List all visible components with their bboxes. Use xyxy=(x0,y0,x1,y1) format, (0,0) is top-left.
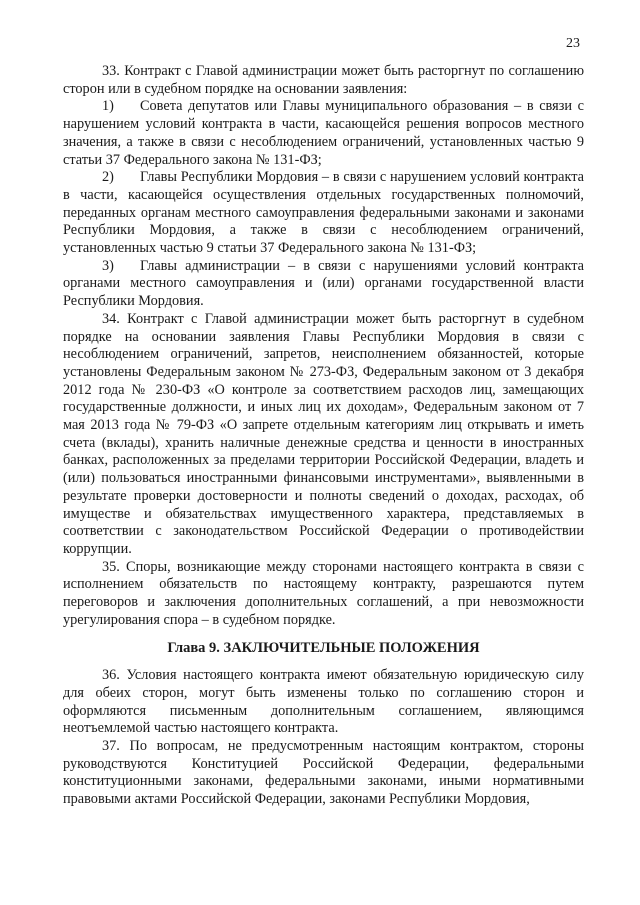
paragraph-36: 36. Условия настоящего контракта имеют обязательную юридическую силу для обеих сторон, могут быть изменены только по соглашению сторон и оформляются письменным дополнительным соглашением, являющимся неотъемлемой частью настоящего контракта. xyxy=(63,667,584,737)
list-item: 3) Главы администрации – в связи с нарушениями условий контракта органами местного самоуправления и (или) органами государственной власти Республики Мордовия. xyxy=(63,257,584,310)
paragraph-35: 35. Споры, возникающие между сторонами настоящего контракта в связи с исполнением обязательств по настоящему контракту, разрешаются путем переговоров и заключения дополнительных соглашений, а при невозможности урегулирования спора – в судебном порядке. xyxy=(63,558,584,628)
paragraph-37: 37. По вопросам, не предусмотренным настоящим контрактом, стороны руководствуются Конституцией Российской Федерации, федеральными конституционными законами, федеральными законами, иными нормативными правовыми актами Российской Федерации, законами Республики Мордовия, xyxy=(63,738,584,808)
paragraph-33: 33. Контракт с Главой администрации может быть расторгнут по соглашению сторон или в судебном порядке на основании заявления: xyxy=(63,63,584,97)
page-number: 23 xyxy=(566,36,580,51)
list-item: 1) Совета депутатов или Главы муниципального образования – в связи с нарушением условий контракта в части, касающейся решения вопросов местного значения, а также в связи с несоблюдением ограничений, установленных частью 9 статьи 37 Федерального закона № 131-ФЗ; xyxy=(63,98,584,168)
list-item: 2) Главы Республики Мордовия – в связи с нарушением условий контракта в части, касающейся осуществления отдельных государственных полномочий, переданных органам местного самоуправления федеральными законами и законами Республики Мордовия, а также в связи с несоблюдением ограничений, установленных частью 9 статьи 37 Федерального закона № 131-ФЗ; xyxy=(63,169,584,257)
chapter-heading: Глава 9. ЗАКЛЮЧИТЕЛЬНЫЕ ПОЛОЖЕНИЯ xyxy=(167,639,480,656)
paragraph-34: 34. Контракт с Главой администрации может быть расторгнут в судебном порядке на основании заявления Главы Республики Мордовия в связи с несоблюдением ограничений, запретов, неисполнением обязанностей, которые установлены Федеральным законом № 273-ФЗ, Федеральным законом от 3 декабря 2012 года № 230-ФЗ «О контроле за соответствием расходов лиц, замещающих государственные должности, и иных лиц их доходам», Федеральным законом от 7 мая 2013 года № 79-ФЗ «О запрете отдельным категориям лиц открывать и иметь счета (вклады), хранить наличные денежные средства и ценности в иностранных банках, расположенных за пределами территории Российской Федерации, владеть и (или) пользоваться иностранными финансовыми инструментами», выявленными в результате проверки достоверности и полноты сведений о доходах, расходах, об имуществе и обязательствах имущественного характера, представляемых в соответствии с законодательством Российской Федерации о противодействии коррупции. xyxy=(63,310,584,557)
document-body xyxy=(63,63,584,809)
